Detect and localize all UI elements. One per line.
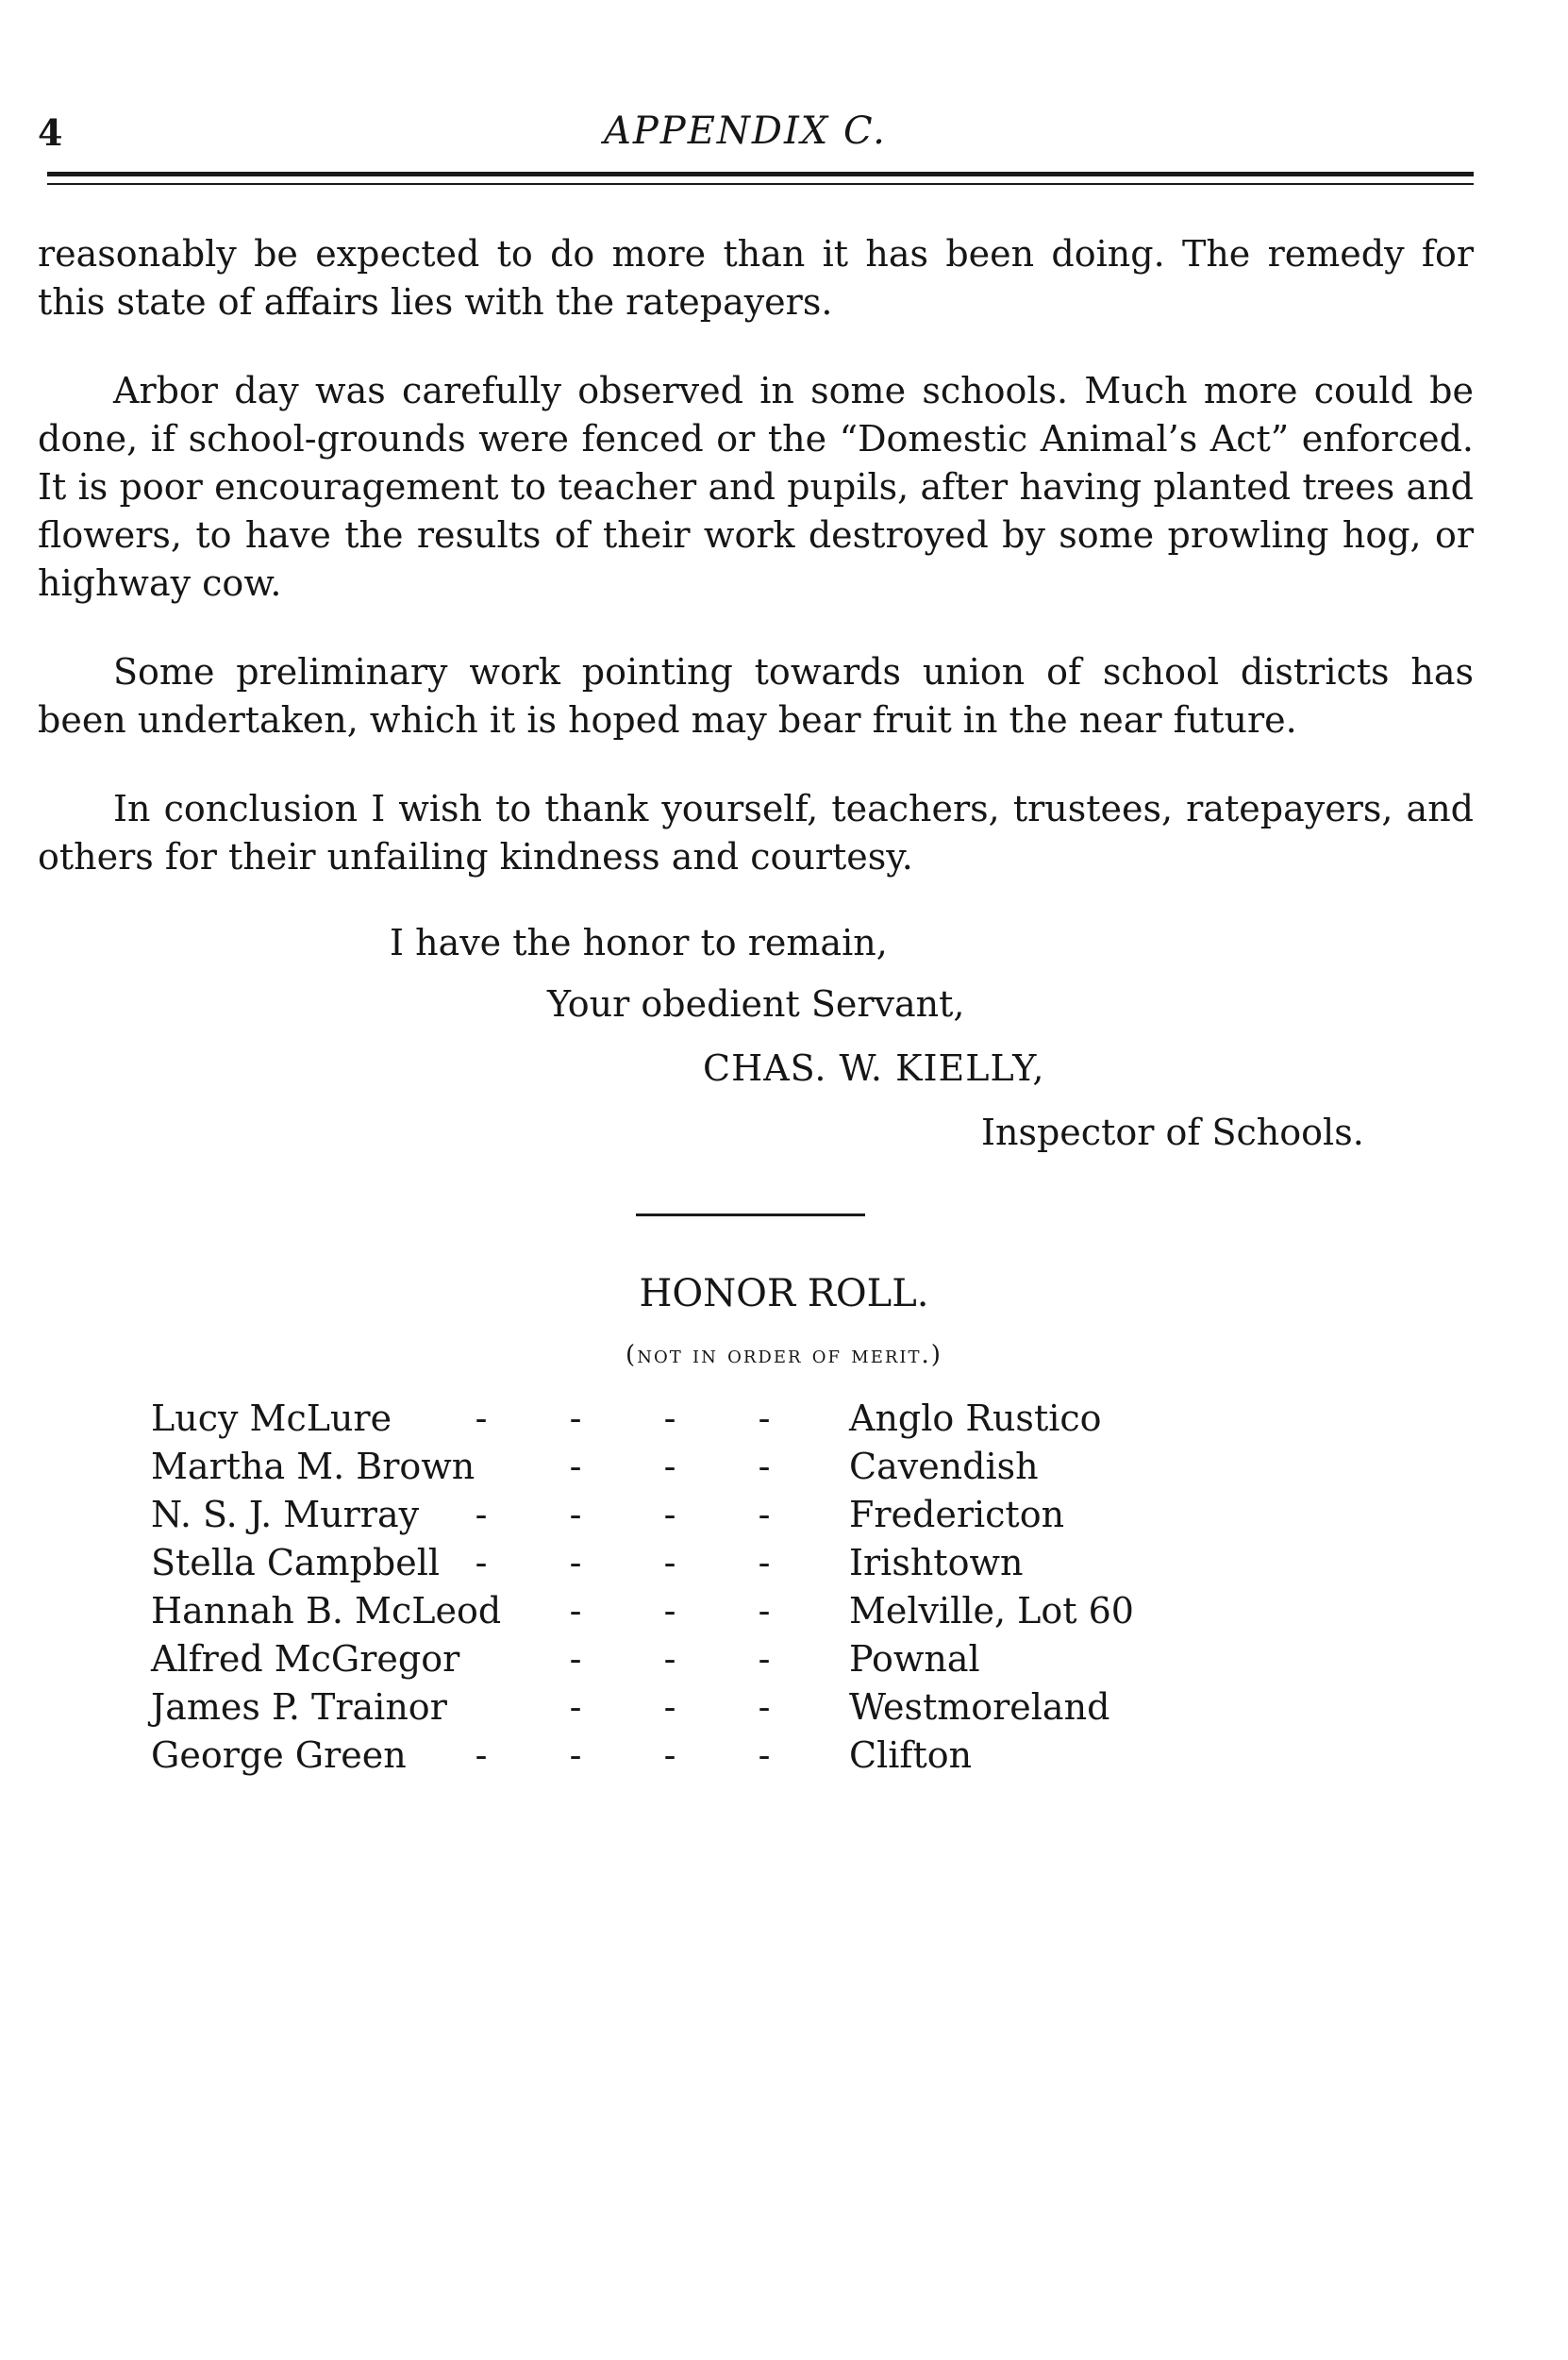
list-item <box>151 1587 1245 1635</box>
list-item <box>151 1683 1245 1732</box>
list-item <box>151 1539 1245 1587</box>
signature-title: Inspector of Schools. <box>981 1112 1364 1153</box>
student-name: Alfred McGregor <box>151 1638 460 1680</box>
page-header <box>0 104 1568 160</box>
honor-roll-list <box>151 1395 1245 1780</box>
paragraph-2: Arbor day was carefully observed in some schools. Much more could be done, if school-grounds were fenced or the “Domestic Animal’s Act” enforced. It is poor encouragement to teacher and pupils, after having planted trees and flowers, to have the results of their work destroyed by some prowling hog, or highway cow. <box>38 370 1474 604</box>
student-name: James P. Trainor <box>151 1686 447 1728</box>
paragraph-4: In conclusion I wish to thank yourself, teachers, trustees, ratepayers, and others for their unfailing kindness and courtesy. <box>38 788 1474 878</box>
list-item <box>151 1732 1245 1780</box>
student-name: Hannah B. McLeod <box>151 1590 502 1632</box>
leader-dashes: - - - <box>569 1638 771 1680</box>
header-rule-thick <box>47 172 1474 176</box>
leader-dashes: - - - - <box>475 1494 771 1535</box>
school-place: Westmoreland <box>849 1686 1110 1728</box>
leader-dashes: - - - - <box>475 1398 771 1439</box>
header-rule-thin <box>47 183 1474 185</box>
honor-roll-title: HONOR ROLL. <box>639 1272 929 1315</box>
running-head: APPENDIX C. <box>604 109 887 153</box>
school-place: Melville, Lot 60 <box>849 1590 1134 1632</box>
student-name: Lucy McLure <box>151 1398 392 1439</box>
leader-dashes: - - - <box>569 1686 771 1728</box>
student-name: Stella Campbell <box>151 1542 441 1583</box>
body-text <box>38 230 1474 922</box>
list-item <box>151 1491 1245 1539</box>
student-name: George Green <box>151 1734 407 1776</box>
school-place: Anglo Rustico <box>849 1398 1102 1439</box>
school-place: Pownal <box>849 1638 980 1680</box>
school-place: Cavendish <box>849 1446 1039 1487</box>
student-name: Martha M. Brown <box>151 1446 475 1487</box>
leader-dashes: - - - - <box>475 1734 771 1776</box>
school-place: Irishtown <box>849 1542 1024 1583</box>
page-number: 4 <box>38 111 63 154</box>
list-item <box>151 1635 1245 1683</box>
school-place: Clifton <box>849 1734 973 1776</box>
signature: CHAS. W. KIELLY, <box>703 1047 1045 1089</box>
closing-line-1: I have the honor to remain, <box>390 922 888 963</box>
student-name: N. S. J. Murray <box>151 1494 420 1535</box>
closing-line-2: Your obedient Servant, <box>547 983 965 1025</box>
school-place: Fredericton <box>849 1494 1065 1535</box>
list-item <box>151 1443 1245 1491</box>
paragraph-3: Some preliminary work pointing towards union of school districts has been undertaken, which it is hoped may bear fruit in the near future. <box>38 651 1474 741</box>
honor-roll-subtitle: (not in order of merit.) <box>626 1341 942 1369</box>
leader-dashes: - - - <box>569 1590 771 1632</box>
leader-dashes: - - - - <box>475 1542 771 1583</box>
leader-dashes: - - - <box>569 1446 771 1487</box>
section-divider <box>636 1213 865 1216</box>
list-item <box>151 1395 1245 1443</box>
paragraph-1: reasonably be expected to do more than it has been doing. The remedy for this state of affairs lies with the ratepayers. <box>38 233 1474 323</box>
